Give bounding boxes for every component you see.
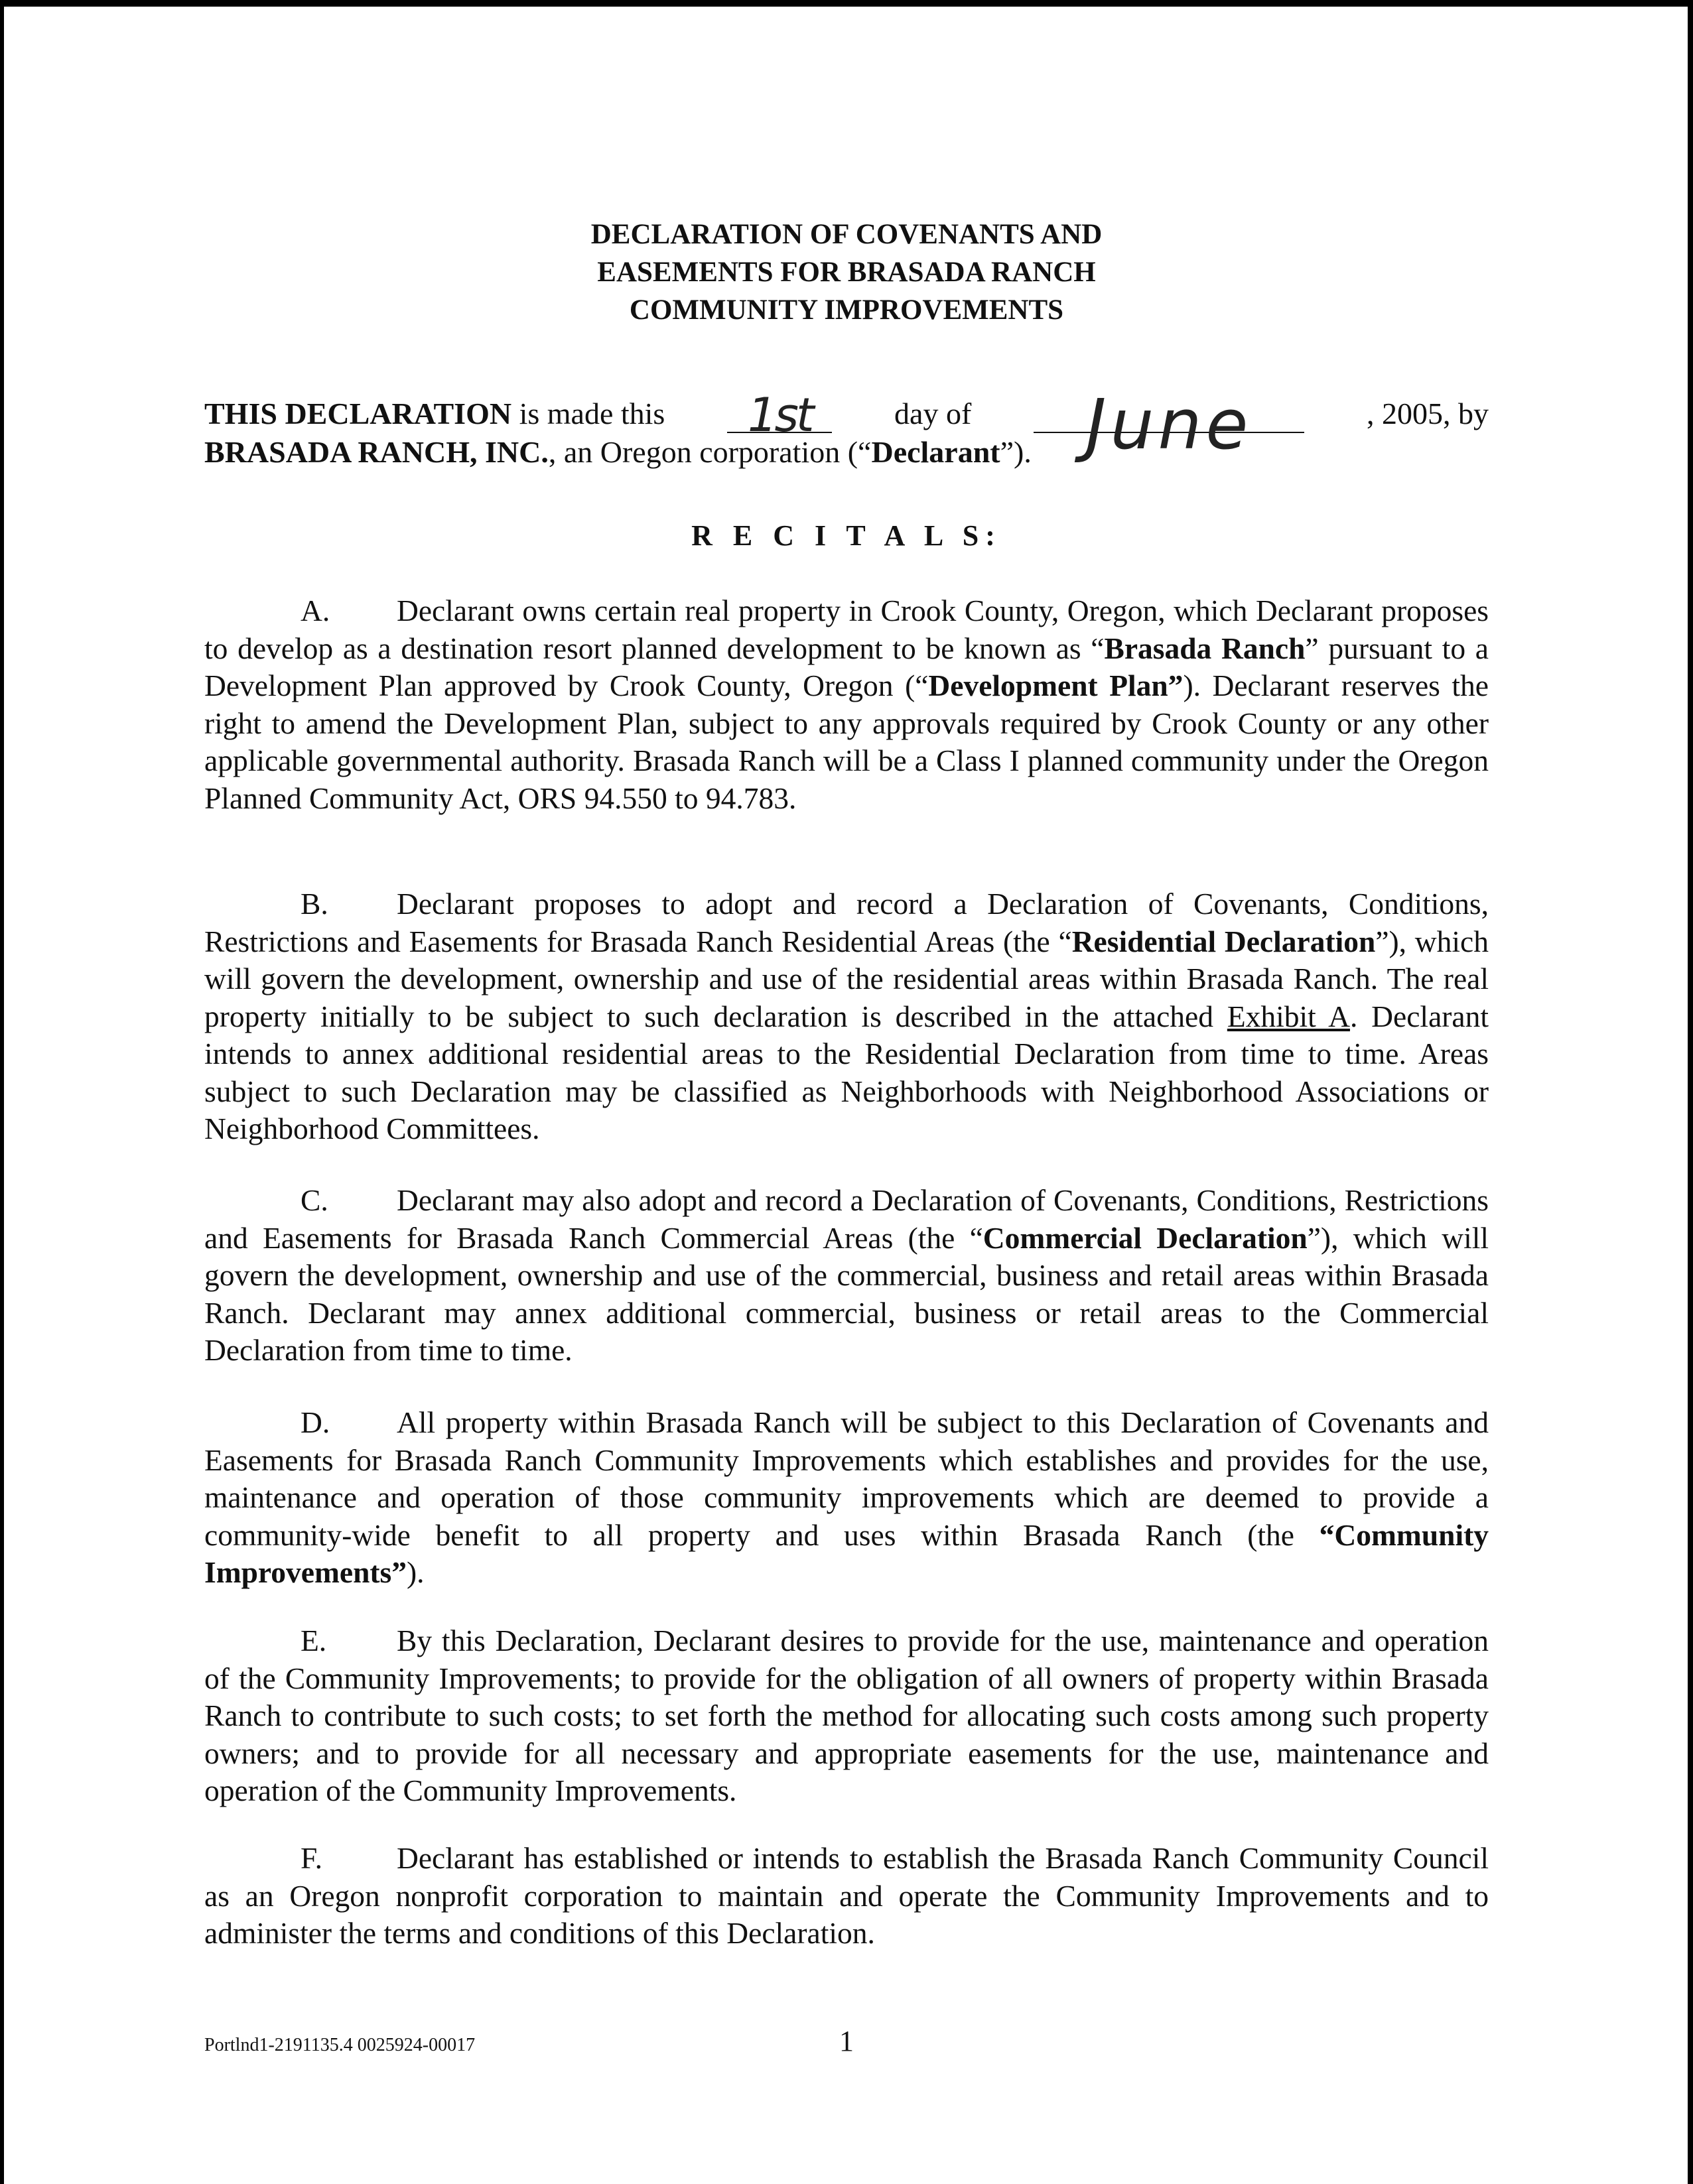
recital-b	[204, 885, 1489, 1148]
recital-e-letter: E.	[301, 1624, 327, 1657]
recital-b-letter: B.	[301, 887, 328, 921]
recital-f	[204, 1840, 1489, 1953]
recital-a-bold-2: Development Plan”	[928, 669, 1184, 702]
title-line-3: COMMUNITY IMPROVEMENTS	[629, 294, 1064, 326]
title-line-1: DECLARATION OF COVENANTS AND	[590, 219, 1103, 250]
intro-year: , 2005, by	[1366, 397, 1489, 430]
recital-e-text-1: By this Declaration, Declarant desires to provide for the use, maintenance and operation of the Community Improvements; to provide for the obligation of all owners of property within Brasada Ranch to contribute to such costs; to set forth the method for allocating such costs among such property owners; and to provide for all necessary and appropriate easements for the use, maintenance and operation of the Community Improvements.	[204, 1624, 1489, 1807]
recital-c	[204, 1182, 1489, 1370]
recitals-heading: R E C I T A L S:	[691, 519, 1002, 552]
handwritten-day: 1st	[747, 388, 812, 442]
recital-f-letter: F.	[301, 1841, 323, 1875]
intro-lead: THIS DECLARATION	[204, 397, 512, 430]
recital-d	[204, 1404, 1489, 1592]
intro-company-desc: , an Oregon corporation (“	[548, 435, 872, 469]
recital-a-bold-1: Brasada Ranch	[1104, 631, 1306, 665]
footer-document-id: Portlnd1-2191135.4 0025924-00017	[204, 2035, 476, 2055]
scan-border-top	[0, 0, 1693, 7]
recital-d-letter: D.	[301, 1405, 330, 1439]
recital-a-text-1: Declarant owns certain real property in Crook County, Oregon, which Declarant proposes to develop as a destination resort planned development to be known as “	[204, 594, 1489, 665]
day-blank	[727, 388, 832, 442]
recital-e	[204, 1622, 1489, 1810]
intro-declarant: Declarant	[871, 435, 1000, 469]
recital-c-letter: C.	[301, 1183, 328, 1217]
recital-c-text-1: Declarant may also adopt and record a Declaration of Covenants, Conditions, Restrictions and Easements for Brasada Ranch Commercial Areas (the “	[204, 1183, 1489, 1255]
recital-a-text-2: ” pursuant to a Development Plan approved by Crook County, Oregon (“	[204, 631, 1489, 702]
recital-a-text-3: ). Declarant reserves the right to amend the Development Plan, subject to any approvals required by Crook County or any other applicable governmental authority. Brasada Ranch will be a Class I planned community under the Oregon Planned Community Act, ORS 94.550 to 94.783.	[204, 669, 1489, 815]
handwritten-month: June	[1085, 384, 1253, 465]
intro-paragraph	[204, 384, 1489, 472]
document-title	[0, 216, 1693, 329]
recital-d-text-2: ).	[407, 1555, 425, 1589]
title-line-2: EASEMENTS FOR BRASADA RANCH	[597, 257, 1096, 288]
recital-c-text-2: ”), which will govern the development, ownership and use of the commercial, business and retail areas within Brasada Ranch. Declarant may annex additional commercial, business or retail areas to the Commercial Declaration from time to time.	[204, 1220, 1489, 1367]
recital-b-text-2: ”), which will govern the development, ownership and use of the residential areas within Brasada Ranch. The real property initially to be subject to such declaration is described in the attached	[204, 924, 1489, 1033]
intro-company: BRASADA RANCH, INC.	[204, 435, 549, 469]
intro-day-of: day of	[894, 397, 972, 430]
recital-d-bold-1: “Community Improvements”	[204, 1517, 1489, 1589]
recital-a-letter: A.	[301, 594, 330, 627]
recital-b-text-1: Declarant proposes to adopt and record a Declaration of Covenants, Conditions, Restrictions and Easements for Brasada Ranch Residential Areas (the “	[204, 887, 1489, 958]
page-number: 1	[839, 2025, 854, 2057]
recital-a	[204, 592, 1489, 817]
recital-f-text-1: Declarant has established or intends to establish the Brasada Ranch Community Council as an Oregon nonprofit corporation to maintain and operate the Community Improvements and to administer the terms and conditions of this Declaration.	[204, 1841, 1489, 1950]
intro-close: ”).	[1000, 435, 1032, 469]
intro-made-this: is made this	[511, 397, 665, 430]
recital-d-text-1: All property within Brasada Ranch will be subject to this Declaration of Covenants and Easements for Brasada Ranch Community Improvements which establishes and provides for the use, maintenance and operation of those community improvements which are deemed to provide a community-wide benefit to all property and uses within Brasada Ranch (the	[204, 1405, 1489, 1552]
recital-b-exhibit-link: Exhibit A	[1227, 999, 1350, 1033]
recital-b-text-3: . Declarant intends to annex additional residential areas to the Residential Declaration from time to time. Areas subject to such Declaration may be classified as Neighborhoods with Neighborhood Associations or Neighborhood Committees.	[204, 999, 1489, 1145]
recital-c-bold-1: Commercial Declaration	[982, 1220, 1308, 1255]
recital-b-bold-1: Residential Declaration	[1071, 924, 1376, 958]
month-blank	[1034, 384, 1304, 465]
